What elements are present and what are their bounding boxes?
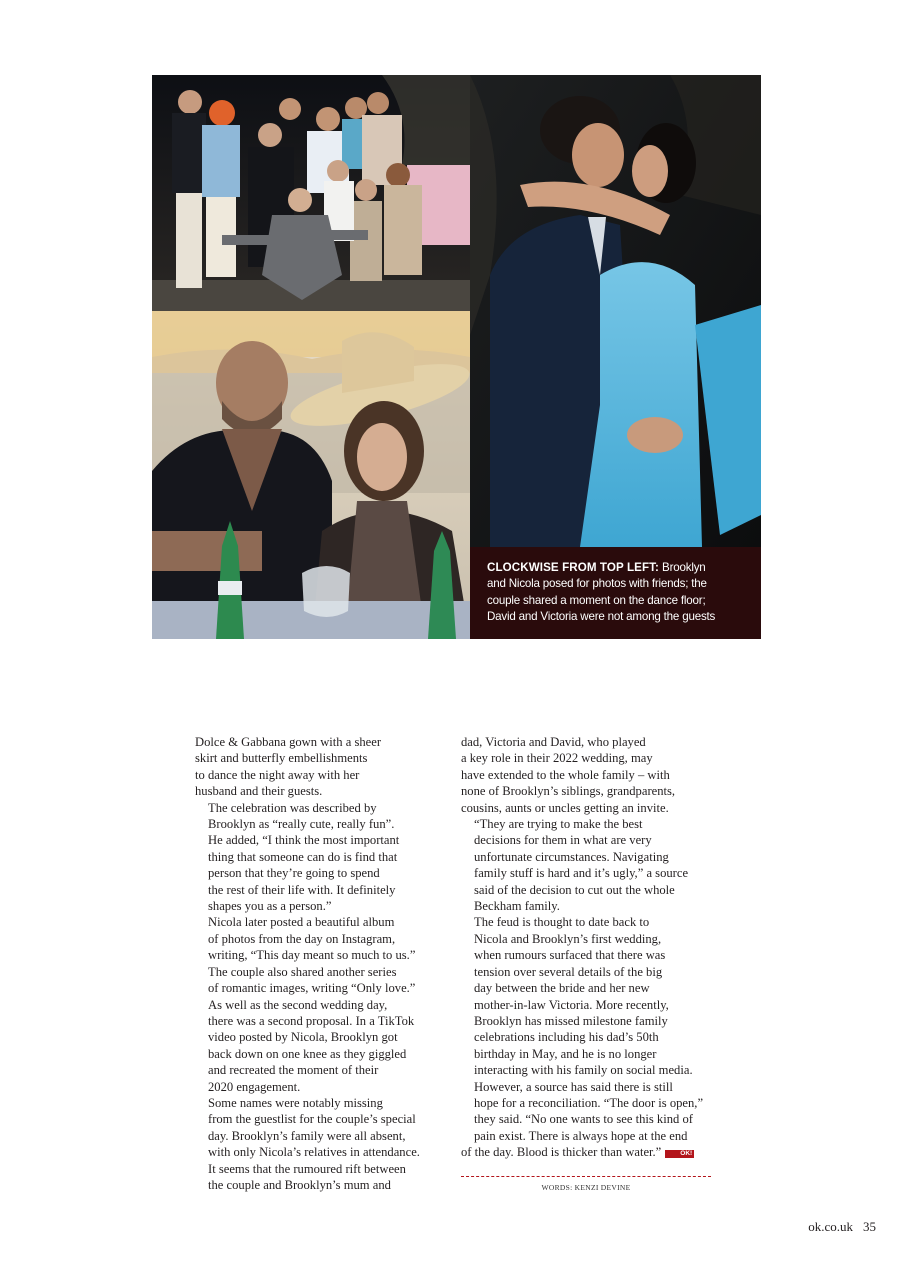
article-line: unfortunate circumstances. Navigating	[474, 849, 669, 864]
article-line: have extended to the whole family – with	[461, 767, 670, 782]
article-line: family stuff is hard and it’s ugly,” a source	[474, 866, 689, 881]
article-line: “They are trying to make the best	[474, 817, 643, 832]
article-paragraph	[195, 997, 447, 1095]
article-paragraph	[195, 964, 447, 997]
article-line: He added, “I think the most important	[208, 833, 400, 848]
caption-lead: CLOCKWISE FROM TOP LEFT:	[487, 561, 660, 574]
article-paragraph	[195, 1095, 447, 1193]
article-line: dad, Victoria and David, who played	[461, 735, 646, 749]
article-paragraph	[195, 800, 447, 915]
article-line: It seems that the rumoured rift between	[208, 1161, 406, 1176]
article-line: thing that someone can do is find that	[208, 849, 398, 864]
article-paragraph	[461, 914, 713, 1078]
article-line: Brooklyn as “really cute, really fun”.	[208, 817, 395, 832]
article-line: decisions for them in what are very	[474, 833, 652, 848]
article-line: day. Brooklyn’s family were all absent,	[208, 1128, 406, 1143]
article-line: The feud is thought to date back to	[474, 915, 650, 930]
article-line: celebrations including his dad’s 50th	[474, 1030, 659, 1045]
caption-line-2: and Nicola posed for photos with friends; the	[487, 577, 707, 591]
article-line: none of Brooklyn’s siblings, grandparents,	[461, 784, 676, 799]
friends-group-image	[152, 75, 470, 311]
article-line: However, a source has said there is still	[474, 1079, 673, 1094]
article-line: said of the decision to cut out the whole	[474, 882, 675, 897]
article-line: they said. “No one wants to see this kind of	[474, 1112, 693, 1127]
article-line: As well as the second wedding day,	[208, 997, 388, 1012]
article-line: The couple also shared another series	[208, 964, 397, 979]
article-line: Brooklyn has missed milestone family	[474, 1013, 668, 1028]
article-line: with only Nicola’s relatives in attendance.	[208, 1145, 420, 1160]
article-line: Dolce & Gabbana gown with a sheer	[195, 735, 382, 749]
article-line: person that they’re going to spend	[208, 866, 380, 881]
article-line: Some names were notably missing	[208, 1095, 383, 1110]
photo-parents	[152, 311, 470, 639]
article-line: cousins, aunts or uncles getting an invite.	[461, 800, 669, 815]
parents-image	[152, 311, 470, 639]
couple-dancing-image	[470, 75, 761, 547]
caption-line-1	[487, 560, 751, 576]
article-line: shapes you as a person.”	[208, 899, 332, 914]
page-number: 35	[863, 1219, 876, 1234]
article-line: Beckham family.	[474, 899, 560, 914]
caption-line-3: couple shared a moment on the dance floor;	[487, 593, 706, 607]
article-line: pain exist. There is always hope at the end	[474, 1128, 688, 1143]
article-line: the rest of their life with. It definitely	[208, 882, 396, 897]
article-line: hope for a reconciliation. “The door is open,”	[474, 1095, 704, 1110]
article-paragraph	[195, 914, 447, 963]
ok-logo-end-mark: OK!	[665, 1150, 694, 1158]
article-line: husband and their guests.	[195, 784, 323, 799]
article-line: Nicola later posted a beautiful album	[208, 915, 395, 930]
article-line: to dance the night away with her	[195, 767, 360, 782]
site-url: ok.co.uk	[808, 1219, 853, 1234]
article-line: 2020 engagement.	[208, 1079, 301, 1094]
article-line: interacting with his family on social media.	[474, 1063, 693, 1078]
article-line: there was a second proposal. In a TikTok	[208, 1013, 415, 1028]
article-line: of romantic images, writing “Only love.”	[208, 981, 416, 996]
article-line: and recreated the moment of their	[208, 1063, 379, 1078]
article-line: of photos from the day on Instagram,	[208, 931, 396, 946]
article-line: mother-in-law Victoria. More recently,	[474, 997, 669, 1012]
photo-couple-dancing	[470, 75, 761, 547]
article-line: birthday in May, and he is no longer	[474, 1046, 657, 1061]
caption-line-4: David and Victoria were not among the guests	[487, 610, 716, 624]
byline: WORDS: KENZI DEVINE	[541, 1183, 631, 1192]
article-line: when rumours surfaced that there was	[474, 948, 666, 963]
article-line: back down on one knee as they giggled	[208, 1046, 407, 1061]
article-line: a key role in their 2022 wedding, may	[461, 751, 653, 766]
article-paragraph	[461, 734, 713, 816]
article-line: Nicola and Brooklyn’s first wedding,	[474, 931, 662, 946]
article-line: writing, “This day meant so much to us.”	[208, 948, 416, 963]
page-footer	[808, 1219, 876, 1235]
article-paragraph	[461, 816, 713, 914]
article-column-right	[461, 734, 713, 1161]
article-line: skirt and butterfly embellishments	[195, 751, 368, 766]
photo-caption	[470, 547, 761, 639]
article-line: from the guestlist for the couple’s special	[208, 1112, 416, 1127]
article-paragraph	[195, 734, 447, 800]
article-line: day between the bride and her new	[474, 981, 650, 996]
article-line: The celebration was described by	[208, 800, 377, 815]
caption-text: Brooklyn	[662, 561, 706, 574]
article-line: of the day. Blood is thicker than water.”	[461, 1145, 662, 1160]
article-line: the couple and Brooklyn’s mum and	[208, 1177, 391, 1192]
photo-friends-group	[152, 75, 470, 311]
article-line: video posted by Nicola, Brooklyn got	[208, 1030, 398, 1045]
article-column-left	[195, 734, 447, 1193]
byline-divider	[461, 1176, 711, 1177]
article-paragraph	[461, 1079, 713, 1161]
article-line: tension over several details of the big	[474, 964, 663, 979]
